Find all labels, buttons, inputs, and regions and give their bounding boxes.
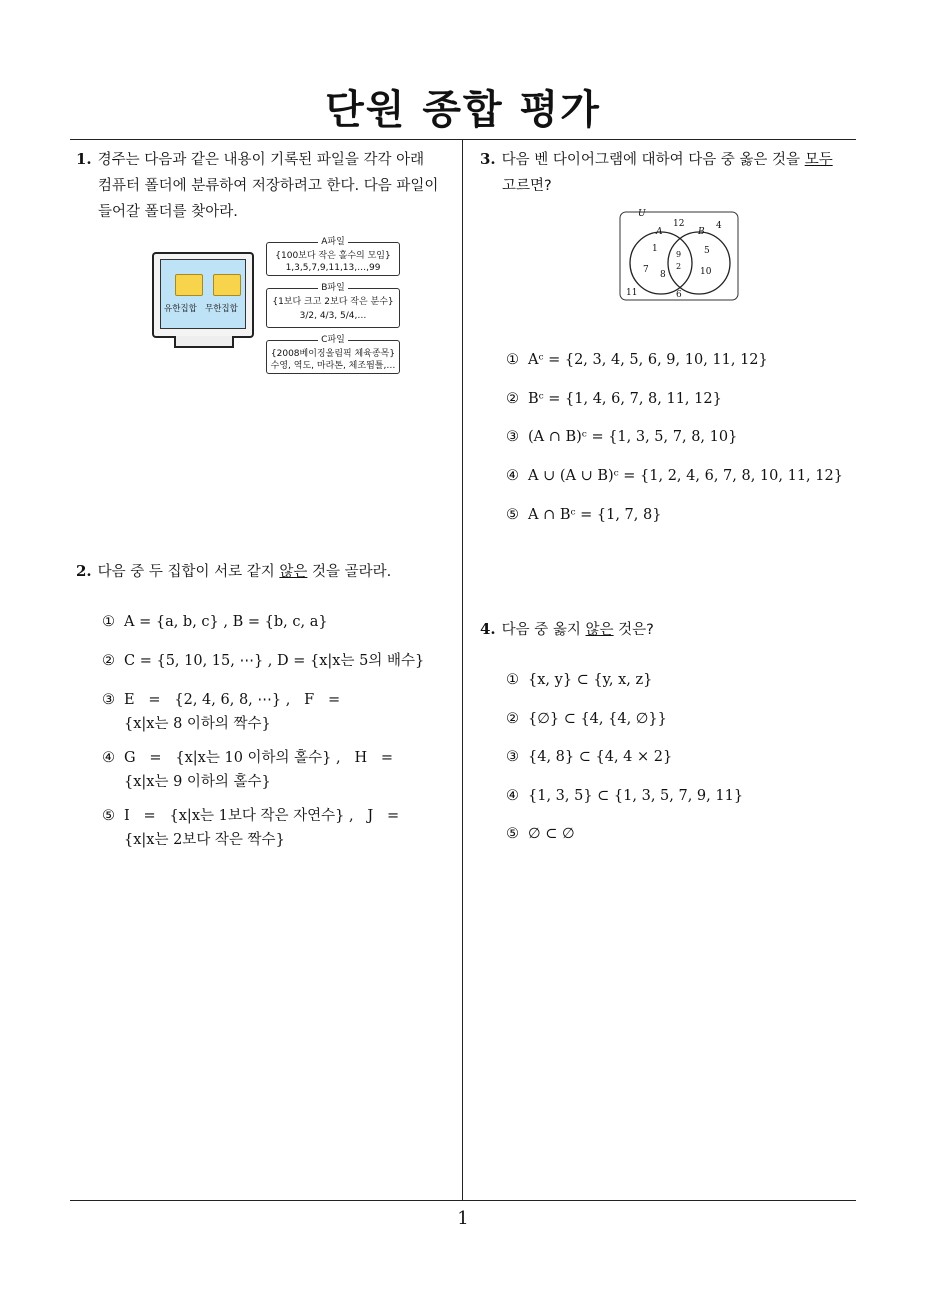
folder-label-infinite: 무한집합	[205, 304, 238, 314]
venn-number: 12	[673, 219, 685, 229]
question-text: 것을 골라라.	[307, 564, 392, 580]
question-4	[480, 616, 864, 643]
venn-number: 4	[716, 221, 722, 231]
q4-option-3	[506, 745, 856, 769]
page-title: 단원 종합 평가	[325, 87, 601, 133]
venn-number: 11	[626, 288, 638, 298]
question-text: 다음 중 두 집합이 서로 같지	[97, 564, 280, 580]
file-line: 수영, 역도, 마라톤, 체조뜀틀,…	[270, 361, 396, 371]
file-line: {2008베이징올림픽 체육종목}	[270, 349, 396, 359]
q4-option-2	[506, 707, 856, 731]
option-marker: ⑤	[102, 808, 115, 824]
question-number: 2.	[76, 562, 92, 580]
option-text: ∅ ⊂ ∅	[528, 826, 575, 842]
question-2	[76, 558, 460, 585]
venn-number: 8	[660, 270, 666, 280]
option-text: {∅} ⊂ {4, {4, ∅}}	[528, 711, 667, 727]
option-text: I = {x|x는 1보다 작은 자연수} , J =	[124, 808, 400, 824]
question-text-line: 고르면?	[502, 178, 552, 194]
option-marker: ④	[506, 788, 519, 804]
option-marker: ⑤	[506, 826, 519, 842]
q4-option-5	[506, 822, 856, 846]
file-line: {1보다 크고 2보다 작은 분수}	[272, 297, 394, 307]
venn-number: 1	[652, 244, 658, 254]
question-text-line: 경주는 다음과 같은 내용이 기록된 파일을 각각 아래	[97, 152, 425, 168]
header-divider	[70, 139, 856, 140]
q4-option-1	[506, 668, 856, 692]
question-text-line: 컴퓨터 폴더에 분류하여 저장하려고 한다. 다음 파일이	[98, 178, 439, 194]
option-marker: ②	[102, 653, 115, 669]
monitor-stand	[174, 336, 234, 348]
q2-option-4	[102, 746, 442, 794]
question-text: 다음 중 옳지	[501, 622, 586, 638]
option-text: C = {5, 10, 15, ⋯} , D = {x|x는 5의 배수}	[124, 653, 425, 669]
option-marker: ③	[506, 429, 519, 445]
q2-option-2	[102, 649, 440, 673]
file-title: C파일	[318, 335, 348, 345]
option-marker: ②	[506, 711, 519, 727]
folder-icon	[213, 274, 241, 296]
question-text: 다음 벤 다이어그램에 대하여 다음 중 옳은 것을	[501, 152, 805, 168]
option-text: A ∩ Bᶜ = {1, 7, 8}	[528, 507, 662, 523]
option-text: {x|x는 8 이하의 짝수}	[124, 716, 271, 732]
option-text: Aᶜ = {2, 3, 4, 5, 6, 9, 10, 11, 12}	[528, 352, 768, 368]
option-marker: ④	[102, 750, 115, 766]
column-divider	[462, 139, 463, 1201]
question-number: 3.	[480, 150, 496, 168]
option-text: {x, y} ⊂ {y, x, z}	[528, 672, 653, 688]
option-marker: ③	[506, 749, 519, 765]
file-title: B파일	[318, 283, 348, 293]
file-line: 1,3,5,7,9,11,13,…,99	[285, 263, 381, 273]
q3-option-2	[506, 387, 856, 411]
monitor-screen	[160, 259, 246, 329]
option-text: {x|x는 9 이하의 홀수}	[124, 774, 271, 790]
venn-number: 6	[676, 290, 682, 300]
option-text: {1, 3, 5} ⊂ {1, 3, 5, 7, 9, 11}	[528, 788, 744, 804]
file-box-a	[266, 237, 400, 276]
q3-option-5	[506, 503, 856, 527]
venn-diagram	[618, 206, 742, 304]
question-number: 4.	[480, 620, 496, 638]
file-box-b	[266, 283, 400, 328]
option-marker: ②	[506, 391, 519, 407]
venn-number: 7	[643, 265, 649, 275]
question-text-underlined: 않은	[279, 564, 308, 580]
option-text: A ∪ (A ∪ B)ᶜ = {1, 2, 4, 6, 7, 8, 10, 11, 12}	[528, 468, 843, 484]
file-line: 3/2, 4/3, 5/4,…	[299, 311, 367, 321]
option-marker: ④	[506, 468, 519, 484]
question-text-line: 들어갈 폴더를 찾아라.	[98, 204, 238, 220]
option-text: (A ∩ B)ᶜ = {1, 3, 5, 7, 8, 10}	[528, 429, 738, 445]
question-1	[76, 146, 460, 225]
question-number: 1.	[76, 150, 92, 168]
venn-number: 2	[676, 262, 682, 271]
option-marker: ①	[102, 614, 115, 630]
option-marker: ①	[506, 352, 519, 368]
file-title: A파일	[318, 237, 348, 247]
option-text: {4, 8} ⊂ {4, 4 × 2}	[528, 749, 673, 765]
q2-option-1	[102, 610, 440, 634]
option-text: {x|x는 2보다 작은 짝수}	[124, 832, 285, 848]
option-marker: ①	[506, 672, 519, 688]
venn-number: 5	[704, 246, 710, 256]
question-text-underlined: 모두	[804, 152, 833, 168]
option-text: A = {a, b, c} , B = {b, c, a}	[124, 614, 328, 630]
file-line: {100보다 작은 홀수의 모임}	[275, 251, 391, 261]
venn-universe-label: U	[638, 209, 646, 219]
option-text: Bᶜ = {1, 4, 6, 7, 8, 11, 12}	[528, 391, 722, 407]
folder-label-finite: 유한집합	[164, 304, 197, 314]
q2-option-3	[102, 688, 442, 736]
footer-divider	[70, 1200, 856, 1201]
q3-option-4	[506, 464, 856, 488]
q2-option-5	[102, 804, 442, 852]
venn-set-a-label: A	[656, 227, 663, 237]
question-text-underlined: 않은	[585, 622, 614, 638]
folder-icon	[175, 274, 203, 296]
q3-option-3	[506, 425, 856, 449]
venn-number: 9	[676, 250, 682, 259]
venn-number: 10	[700, 267, 712, 277]
computer-monitor-illustration	[152, 252, 254, 338]
file-box-c	[266, 335, 400, 374]
venn-set-b-label: B	[698, 227, 705, 237]
option-text: E = {2, 4, 6, 8, ⋯} , F =	[124, 692, 341, 708]
option-marker: ⑤	[506, 507, 519, 523]
page-number: 1	[457, 1208, 469, 1229]
question-text: 것은?	[613, 622, 654, 638]
question-3	[480, 146, 864, 199]
option-marker: ③	[102, 692, 115, 708]
q3-option-1	[506, 348, 856, 372]
q4-option-4	[506, 784, 856, 808]
option-text: G = {x|x는 10 이하의 홀수} , H =	[124, 750, 394, 766]
